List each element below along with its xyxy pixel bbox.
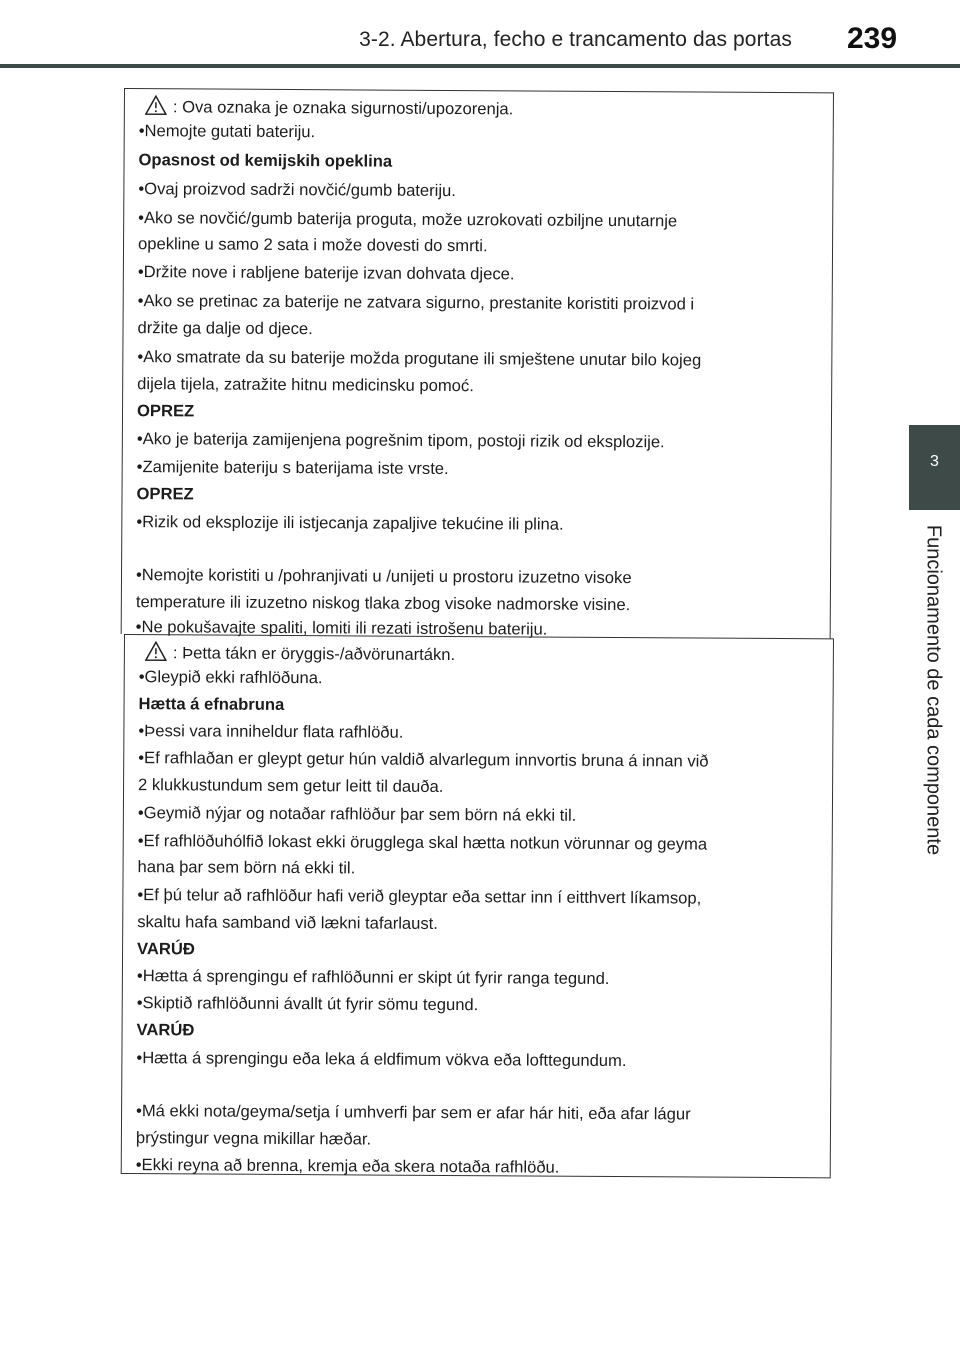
notice-line: •Geymið nýjar og notaðar rafhlöður þar sem börn ná ekki til. xyxy=(137,803,577,825)
notice-line: •Ne pokušavajte spaliti, lomiti ili rezati istrošenu bateriju. xyxy=(135,617,548,639)
warning-triangle-icon xyxy=(145,641,167,661)
notice-line: •Ako se pretinac za baterije ne zatvara sigurno, prestanite koristiti proizvod i xyxy=(137,291,695,314)
symbol-description: : Þetta tákn er öryggis-/aðvörunartákn. xyxy=(172,643,456,665)
notice-heading: VARÚÐ xyxy=(137,939,195,959)
notice-line: •Skiptið rafhlöðunni ávallt út fyrir sömu tegund. xyxy=(136,993,479,1015)
notice-heading: OPREZ xyxy=(136,401,195,421)
notice-line: hana þar sem börn ná ekki til. xyxy=(137,857,356,878)
notice-croatian xyxy=(121,88,834,638)
header-rule xyxy=(0,64,960,68)
notice-heading: Hætta á efnabruna xyxy=(138,694,285,714)
symbol-line xyxy=(139,95,825,120)
page-number: 239 xyxy=(846,22,898,55)
notice-line: •Držite nove i rabljene baterije izvan dohvata djece. xyxy=(137,262,515,284)
notice-line: opekline u samo 2 sata i može dovesti do smrti. xyxy=(137,234,488,256)
notice-line: dijela tijela, zatražite hitnu medicinsku pomoć. xyxy=(137,374,474,396)
notice-line: •Zamijenite bateriju s baterijama iste vrste. xyxy=(136,457,449,478)
notice-line: temperature ili izuzetno niskog tlaka zbog visoke nadmorske visine. xyxy=(135,592,631,615)
notice-line: 2 klukkustundum sem getur leitt til dauða. xyxy=(138,775,444,796)
symbol-line xyxy=(139,641,825,666)
notice-line: •Gleypið ekki rafhlöðuna. xyxy=(138,667,323,688)
notice-icelandic xyxy=(121,634,834,1178)
notice-line: •Hætta á sprengingu eða leka á eldfimum vökva eða lofttegundum. xyxy=(136,1048,627,1071)
notice-line: •Nemojte gutati bateriju. xyxy=(138,121,316,142)
notice-line: •Ef rafhlaðan er gleypt getur hún valdið alvarlegum innvortis bruna á innan við xyxy=(138,748,709,771)
notice-line: •Ef þú telur að rafhlöður hafi verið gleyptar eða settar inn í eitthvert líkamsop, xyxy=(137,885,702,908)
notice-line: •Nemojte koristiti u /pohranjivati u /unijeti u prostoru izuzetno visoke xyxy=(135,565,632,588)
chapter-tab xyxy=(909,425,960,510)
notice-heading: VARÚÐ xyxy=(136,1020,195,1040)
notice-line: skaltu hafa samband við lækni tafarlaust. xyxy=(137,912,438,933)
warning-triangle-icon xyxy=(145,95,167,115)
notice-line: •Ekki reyna að brenna, kremja eða skera notaða rafhlöðu. xyxy=(135,1155,560,1177)
notice-line: •Rizik od eksplozije ili istjecanja zapaljive tekućine ili plina. xyxy=(136,512,564,534)
chapter-title: Funcionamento de cada componente xyxy=(922,524,945,856)
notice-line: •Ovaj proizvod sadrži novčić/gumb bateriju. xyxy=(138,179,456,201)
chapter-number: 3 xyxy=(930,453,939,470)
notice-heading: OPREZ xyxy=(136,484,194,504)
notice-line: •Ako je baterija zamijenjena pogrešnim tipom, postoji rizik od eksplozije. xyxy=(136,429,665,452)
notice-line: •Ako smatrate da su baterije možda progutane ili smještene unutar bilo kojeg xyxy=(137,347,702,370)
symbol-description: : Ova oznaka je oznaka sigurnosti/upozorenja. xyxy=(172,97,514,119)
notice-line: •Ako se novčić/gumb baterija proguta, može uzrokovati ozbiljne unutarnje xyxy=(138,208,678,231)
notice-line: þrýstingur vegna mikillar hæðar. xyxy=(135,1128,372,1149)
notice-line: •Ef rafhlöðuhólfið lokast ekki örugglega skal hætta notkun vörunnar og geyma xyxy=(137,831,708,854)
notice-heading: Opasnost od kemijskih opeklina xyxy=(138,150,393,171)
notice-line: držite ga dalje od djece. xyxy=(137,318,313,339)
notice-line: •Hætta á sprengingu ef rafhlöðunni er skipt út fyrir ranga tegund. xyxy=(136,966,610,988)
notice-line: •Má ekki nota/geyma/setja í umhverfi þar sem er afar hár hiti, eða afar lágur xyxy=(136,1101,691,1124)
section-title: 3-2. Abertura, fecho e trancamento das portas xyxy=(359,28,792,51)
notice-line: •Þessi vara inniheldur flata rafhlöðu. xyxy=(138,721,404,742)
